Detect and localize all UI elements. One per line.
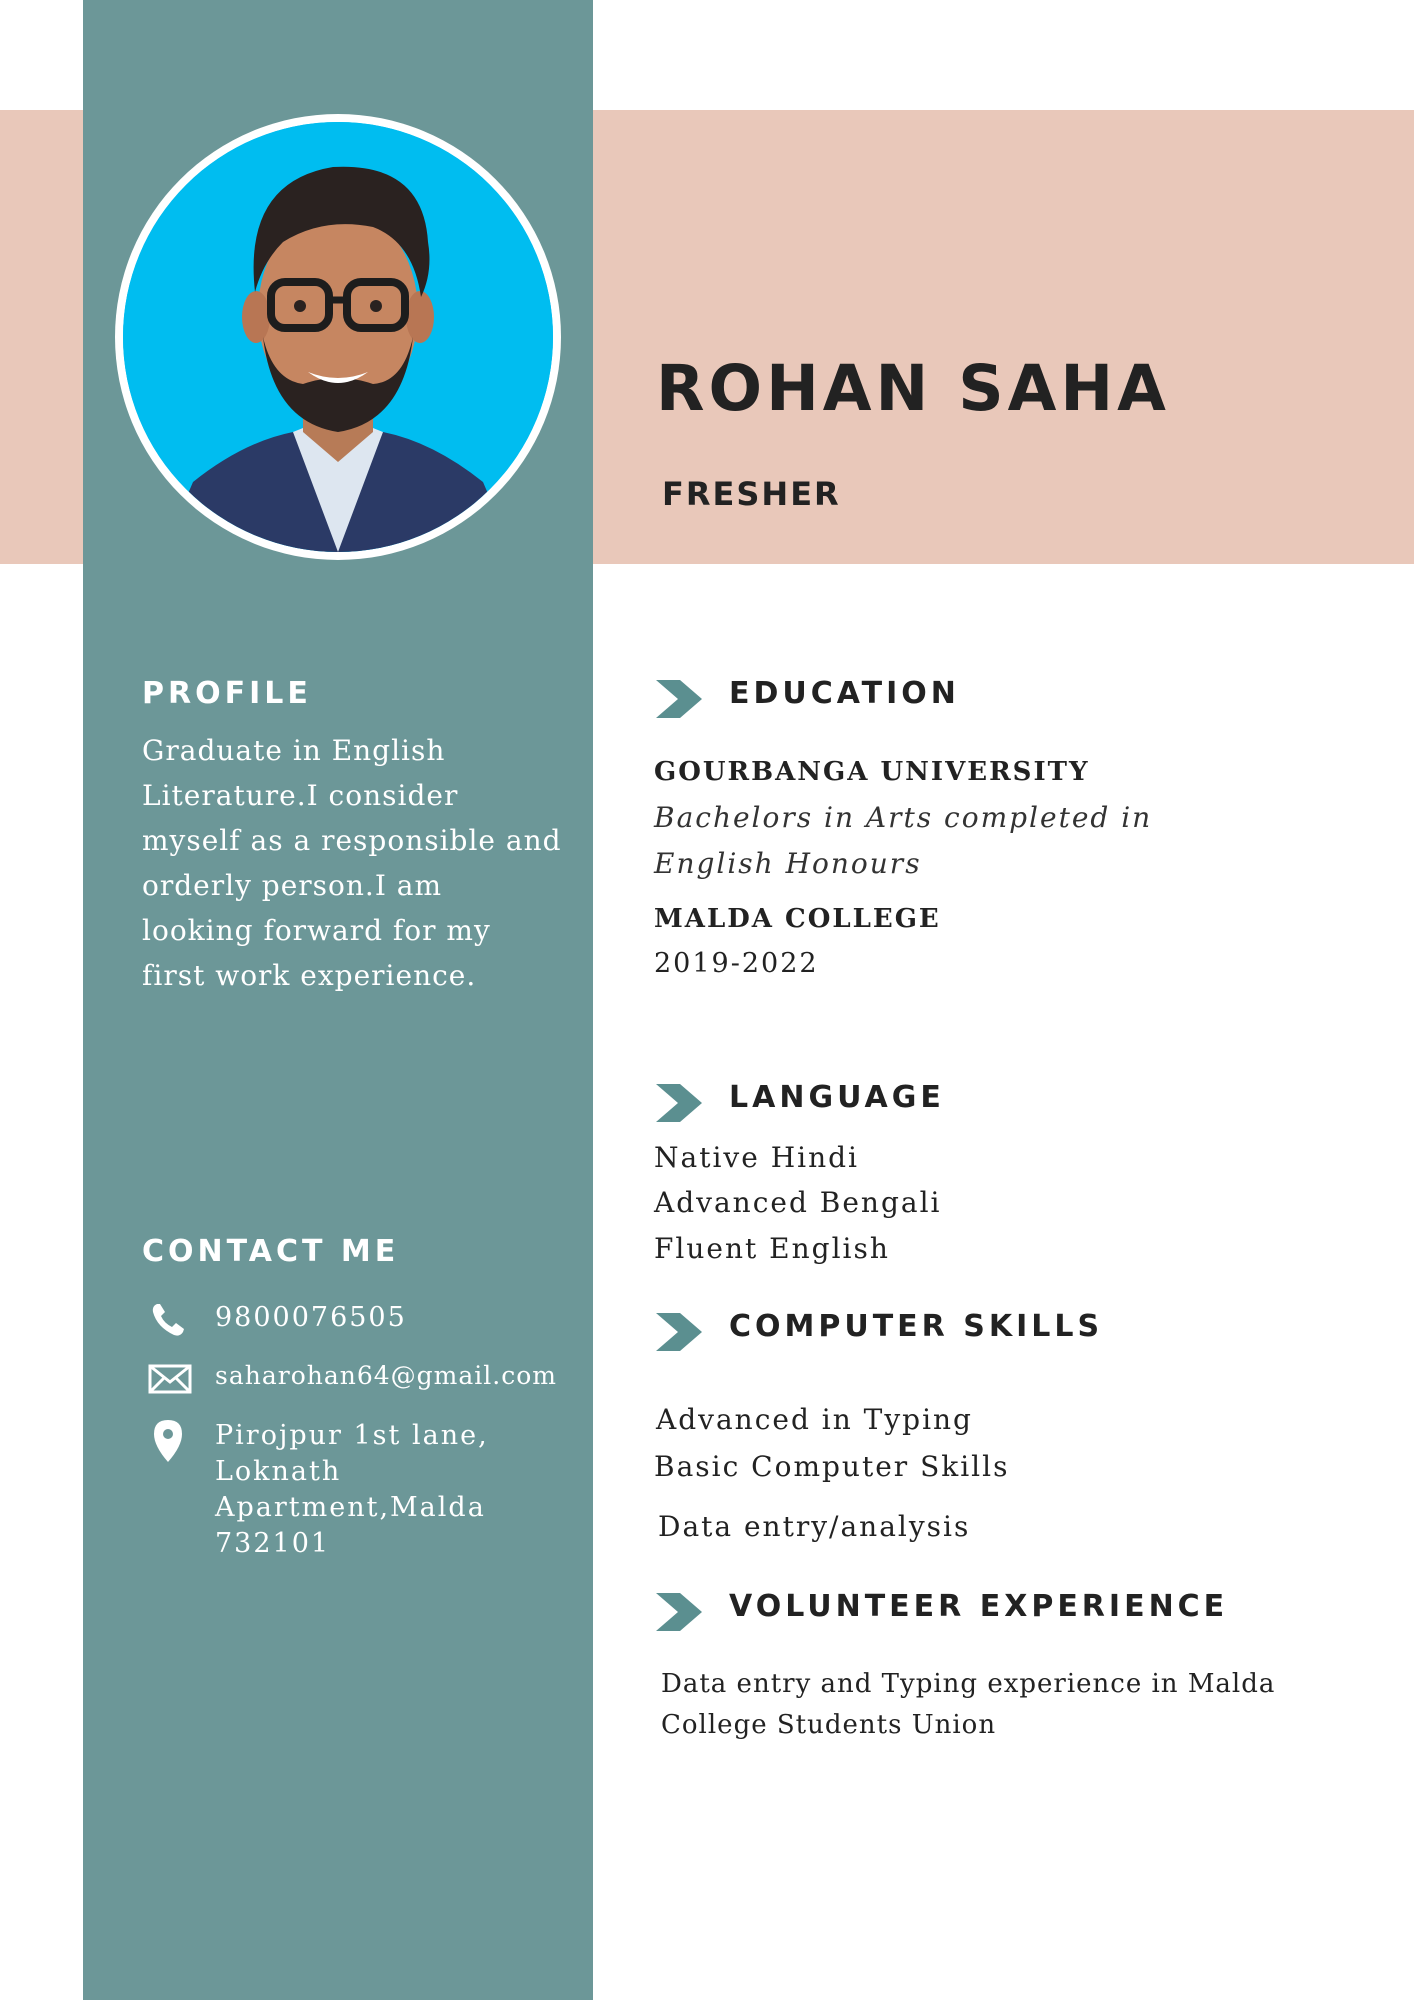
address-line-1: Pirojpur 1st lane,	[215, 1420, 489, 1451]
education-arrow-icon	[656, 680, 702, 718]
phone-icon	[148, 1300, 188, 1340]
envelope-icon	[148, 1358, 192, 1398]
profile-photo	[115, 114, 561, 560]
language-item: Advanced Bengali	[654, 1186, 942, 1219]
language-arrow-icon	[656, 1084, 702, 1122]
profile-text: Graduate in English Literature.I consider myself as a responsible and orderly person.I am looking forward for my first work experience.	[142, 734, 562, 992]
address-line-3: Apartment,Malda	[215, 1492, 486, 1523]
volunteer-arrow-icon	[656, 1593, 702, 1631]
language-item: Fluent English	[654, 1232, 890, 1265]
skills-title: COMPUTER SKILLS	[729, 1309, 1104, 1344]
education-detail-2: 2019-2022	[654, 948, 819, 979]
address-line-4: 732101	[215, 1528, 331, 1559]
education-detail-1: Bachelors in Arts completed in English Honours	[654, 801, 1153, 880]
contact-heading: CONTACT ME	[142, 1234, 400, 1269]
location-pin-icon	[148, 1418, 188, 1464]
skill-item: Advanced in Typing	[656, 1403, 973, 1436]
education-institution-2: MALDA COLLEGE	[654, 904, 941, 934]
education-institution-1: GOURBANGA UNIVERSITY	[654, 757, 1090, 787]
person-portrait-icon	[123, 122, 553, 552]
skill-item: Basic Computer Skills	[654, 1450, 1010, 1483]
candidate-role: FRESHER	[662, 475, 841, 513]
volunteer-text: Data entry and Typing experience in Malda College Students Union	[661, 1669, 1276, 1740]
phone-number[interactable]: 9800076505	[215, 1302, 407, 1333]
skill-item: Data entry/analysis	[658, 1510, 971, 1543]
language-item: Native Hindi	[654, 1141, 859, 1174]
candidate-name: ROHAN SAHA	[656, 352, 1170, 425]
language-title: LANGUAGE	[729, 1080, 945, 1115]
profile-heading: PROFILE	[142, 676, 312, 711]
address-line-2: Loknath	[215, 1456, 342, 1487]
volunteer-title: VOLUNTEER EXPERIENCE	[729, 1589, 1229, 1624]
email-address[interactable]: saharohan64@gmail.com	[215, 1361, 557, 1390]
education-title: EDUCATION	[729, 676, 960, 711]
skills-arrow-icon	[656, 1313, 702, 1351]
